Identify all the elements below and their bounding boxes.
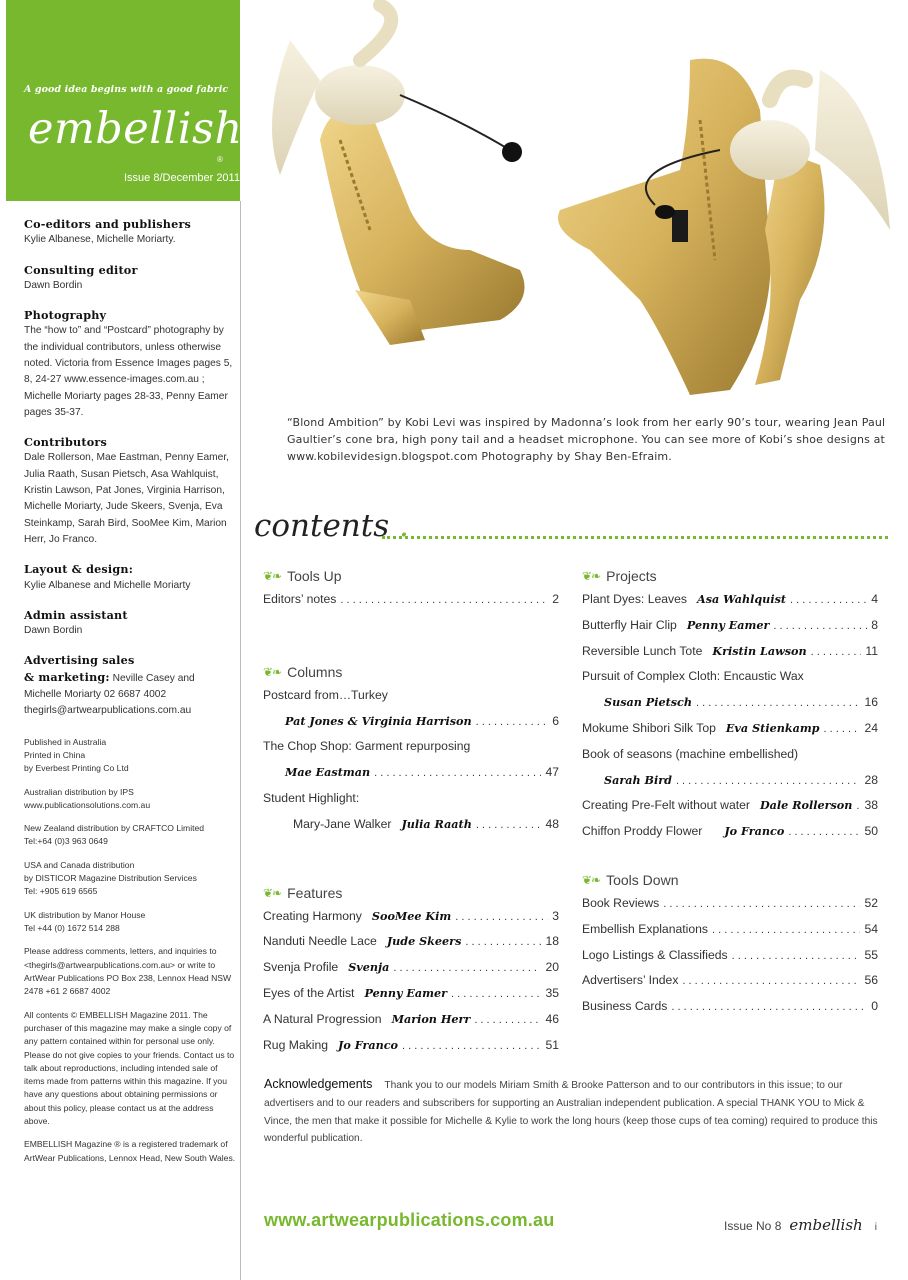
toc-title: A Natural Progression	[263, 1011, 382, 1026]
section-tools-up	[263, 566, 559, 586]
leader-dots	[671, 1001, 867, 1013]
leader-dots	[790, 594, 867, 606]
footer-url-link[interactable]: www.artwearpublications.com.au	[264, 1210, 555, 1230]
toc-page: 2	[552, 592, 559, 606]
toc-title: Chiffon Proddy Flower	[582, 824, 703, 839]
shoe-illustration	[260, 0, 908, 405]
ads-line-1: Neville Casey and	[112, 672, 195, 684]
toc-title: Logo Listings & Classifieds	[582, 947, 728, 962]
footer-issue	[724, 1216, 877, 1234]
leader-dots	[811, 646, 862, 658]
toc-title: Butterfly Hair Clip	[582, 617, 677, 632]
nz-line-2: Tel:+64 (0)3 963 0649	[24, 836, 108, 847]
toc-page: 8	[871, 617, 878, 632]
section-title: Projects	[606, 568, 657, 584]
toc-page: 48	[545, 816, 559, 831]
pub-line-2: Printed in China	[24, 749, 86, 760]
toc-author: Dale Rollerson	[759, 798, 853, 813]
leader-dots	[474, 1014, 541, 1026]
leaf-ornament-icon: ❦❧	[263, 664, 282, 679]
section-tools-down	[582, 870, 878, 890]
layout-text: Kylie Albanese and Michelle Moriarty	[24, 579, 191, 591]
toc-page: 38	[864, 798, 878, 813]
toc-page: 20	[545, 960, 559, 975]
toc-page: 18	[545, 934, 559, 949]
section-title: Tools Up	[287, 568, 342, 584]
logo: embellish	[28, 104, 243, 154]
toc-title: Book of seasons (machine embellished)	[582, 746, 799, 761]
toc-title: Reversible Lunch Tote	[582, 643, 703, 658]
toc-entry[interactable]	[582, 999, 878, 1025]
toc-title: Advertisers’ Index	[582, 973, 679, 988]
toc-entry[interactable]	[263, 909, 559, 935]
column-divider	[240, 201, 241, 1280]
toc-title: Svenja Profile	[263, 960, 339, 975]
advertising-heading: Advertising sales	[24, 653, 135, 668]
toc-entry[interactable]	[582, 824, 878, 850]
contents-title-dot: .	[399, 508, 409, 544]
toc-entry[interactable]	[263, 986, 559, 1012]
toc-page: 56	[864, 973, 878, 988]
toc-title: The Chop Shop: Garment repurposing	[263, 739, 471, 754]
acknowledgements-heading: Acknowledgements	[264, 1077, 373, 1091]
toc-author: Jo Franco	[724, 824, 785, 839]
section-title: Features	[287, 884, 343, 901]
coeditors-text: Kylie Albanese, Michelle Moriarty.	[24, 234, 176, 246]
toc-author: Penny Eamer	[686, 617, 770, 632]
address-text: Please address comments, letters, and inquiries to <thegirls@artwearpublications.com.au> or write to ArtWear Publications PO Box 238, Lennox Head NSW 2478 +61 2 6687 4002	[24, 946, 232, 997]
toc-entry[interactable]	[582, 644, 878, 670]
leader-dots	[476, 819, 542, 831]
leader-dots	[732, 950, 861, 962]
toc-author: Svenja	[348, 960, 390, 975]
leaf-ornament-icon: ❦❧	[263, 569, 282, 583]
leader-dots	[696, 697, 860, 709]
nz-line-1: New Zealand distribution by CRAFTCO Limited	[24, 823, 205, 834]
toc-title: Eyes of the Artist	[263, 985, 355, 1000]
registered-mark: ®	[217, 155, 223, 164]
leader-dots	[788, 826, 860, 838]
toc-entry[interactable]	[582, 747, 878, 773]
tagline: A good idea begins with a good fabric	[24, 84, 229, 95]
leader-dots	[773, 620, 867, 632]
contributors-text: Dale Rollerson, Mae Eastman, Penny Eamer, Julia Raath, Susan Pietsch, Asa Wahlquist, Kristin Lawson, Pat Jones, Virginia Harrison, Michelle Moriarty, Jude Skeers, Svenja, Eva Steinkamp, Sarah Bird, SooMee Kim, Marion Herr, Jo Franco.	[24, 452, 229, 545]
toc-entry[interactable]	[582, 618, 878, 644]
toc-author: Jude Skeers	[386, 934, 462, 949]
toc-page: 35	[545, 985, 559, 1000]
toc-page: 47	[545, 765, 559, 780]
section-projects	[582, 566, 878, 586]
toc-title: Student Highlight:	[263, 790, 360, 805]
toc-page: 55	[864, 947, 878, 962]
toc-entry[interactable]	[263, 817, 559, 843]
toc-entry[interactable]	[263, 960, 559, 986]
leader-dots	[402, 1040, 541, 1052]
toc-page: 50	[864, 824, 878, 839]
toc-title: Plant Dyes: Leaves	[582, 592, 688, 606]
toc-page: 0	[871, 999, 878, 1014]
toc-page: 6	[552, 713, 559, 728]
toc-author: Julia Raath	[401, 816, 472, 831]
toc-title: Nanduti Needle Lace	[263, 934, 377, 949]
toc-page: 24	[864, 720, 878, 735]
toc-entry[interactable]	[582, 669, 878, 695]
toc-author: Kristin Lawson	[712, 643, 807, 658]
toc-entry[interactable]	[582, 948, 878, 974]
credits-column	[24, 216, 238, 1175]
leader-dots	[455, 911, 548, 923]
toc-entry[interactable]	[263, 765, 559, 791]
trademark-text: EMBELLISH Magazine ® is a registered trademark of ArtWear Publications, Lennox Head, New South Wales.	[24, 1139, 236, 1163]
uk-line-1: UK distribution by Manor House	[24, 909, 146, 920]
contributors-heading: Contributors	[24, 435, 107, 450]
toc-page: 54	[864, 921, 878, 936]
toc-entry[interactable]	[582, 973, 878, 999]
section-title: Columns	[287, 663, 343, 680]
photography-heading: Photography	[24, 308, 107, 323]
acknowledgements	[264, 1074, 880, 1147]
dist-url[interactable]: www.publicationsolutions.com.au	[24, 799, 151, 810]
masthead	[6, 0, 243, 201]
toc-entry[interactable]	[582, 773, 878, 799]
acknowledgements-text: Thank you to our models Miriam Smith & Brooke Patterson and to our contributors in this issue; to our advertisers and to our readers and subscribers for supporting an Australian independent publication. A special THANK YOU to Mick & Vince, the men that make it possible for Michelle & Kylie to work the long hours (keep those cups of tea coming) required to produce this wonderful publication.	[264, 1080, 878, 1144]
toc-author: Eva Stienkamp	[725, 720, 820, 735]
toc-entry[interactable]	[582, 695, 878, 721]
leader-dots	[374, 767, 541, 779]
toc-author: Jo Franco	[338, 1037, 398, 1052]
leader-dots	[663, 898, 860, 910]
leader-dots	[465, 936, 541, 948]
leader-dots	[451, 988, 541, 1000]
contents-title-text: contents	[254, 508, 390, 544]
toc-entry[interactable]	[582, 922, 878, 948]
toc-entry[interactable]	[582, 721, 878, 747]
toc-author: Asa Wahlquist	[697, 592, 787, 606]
leader-dots	[712, 924, 860, 936]
shoe-photo	[260, 0, 908, 405]
us-line-3: Tel: +905 619 6565	[24, 886, 98, 897]
toc-title: Embellish Explanations	[582, 921, 709, 936]
toc-title: Book Reviews	[582, 895, 660, 910]
toc-page: 3	[552, 908, 559, 923]
toc-entry[interactable]	[263, 791, 559, 817]
leaf-ornament-icon: ❦❧	[263, 885, 282, 900]
toc-author: SooMee Kim	[371, 908, 452, 923]
pub-line-1: Published in Australia	[24, 736, 107, 747]
toc-page: 51	[545, 1037, 559, 1052]
photo-caption: “Blond Ambition” by Kobi Levi was inspired by Madonna’s look from her early 90’s tour, wearing Jean Paul Gaultier’s cone bra, high pony tail and a headset microphone. You can see more of Kobi’s shoe designs at www.kobilevidesign.blogspot.com Photography by Shay Ben-Efraim.	[287, 416, 886, 464]
toc-entry[interactable]	[582, 592, 878, 618]
admin-heading: Admin assistant	[24, 607, 128, 622]
toc-page: 4	[871, 592, 878, 606]
toc-entry[interactable]	[263, 688, 559, 714]
toc-title: Mokume Shibori Silk Top	[582, 720, 716, 735]
page-number: i	[874, 1222, 877, 1233]
leader-dots	[676, 775, 861, 787]
toc-title: Rug Making	[263, 1037, 329, 1052]
layout-heading: Layout & design:	[24, 562, 134, 577]
toc-author: Sarah Bird	[604, 772, 672, 787]
dist-line-1: Australian distribution by IPS	[24, 786, 134, 797]
admin-text: Dawn Bordin	[24, 625, 83, 637]
ads-email[interactable]: thegirls@artwearpublications.com.au	[24, 705, 192, 717]
leader-dots	[856, 800, 860, 812]
toc-title: Creating Harmony	[263, 908, 362, 923]
uk-line-2: Tel +44 (0) 1672 514 288	[24, 923, 120, 934]
leaf-ornament-icon: ❦❧	[582, 872, 601, 887]
leaf-ornament-icon: ❦❧	[582, 569, 601, 583]
toc-author: Marion Herr	[391, 1011, 471, 1026]
toc-title: Postcard from…Turkey	[263, 687, 388, 702]
consulting-heading: Consulting editor	[24, 262, 138, 277]
leader-dots	[476, 716, 549, 728]
ads-line-2: Michelle Moriarty 02 6687 4002	[24, 688, 167, 700]
toc-title: Creating Pre-Felt without water	[582, 798, 750, 813]
toc-page: 46	[545, 1011, 559, 1026]
toc-entry[interactable]	[582, 798, 878, 824]
toc-page: 28	[864, 772, 878, 787]
contents-column-left	[263, 566, 559, 1063]
toc-entry[interactable]	[263, 1012, 559, 1038]
toc-entry[interactable]	[263, 592, 559, 618]
pub-line-3: by Everbest Printing Co Ltd	[24, 763, 129, 774]
toc-page: 52	[864, 895, 878, 910]
coeditors-heading: Co-editors and publishers	[24, 217, 192, 231]
leader-dots	[824, 723, 861, 735]
section-features	[263, 883, 559, 903]
us-line-2: by DISTICOR Magazine Distribution Services	[24, 873, 197, 884]
footer-issue-label: Issue No 8	[724, 1219, 782, 1233]
toc-entry[interactable]	[263, 934, 559, 960]
toc-author: Penny Eamer	[364, 985, 447, 1000]
toc-entry[interactable]	[263, 739, 559, 765]
footer-brand: embellish	[789, 1216, 863, 1234]
toc-entry[interactable]	[263, 714, 559, 740]
section-title: Tools Down	[606, 871, 679, 888]
leader-dots	[393, 962, 541, 974]
toc-title: Mary-Jane Walker	[293, 816, 392, 831]
leader-dots	[682, 975, 860, 987]
consulting-text: Dawn Bordin	[24, 279, 83, 291]
contents-dotted-rule	[382, 536, 888, 539]
toc-page: 16	[864, 695, 878, 710]
toc-entry[interactable]	[582, 896, 878, 922]
section-columns	[263, 662, 559, 682]
toc-title: Editors’ notes	[263, 592, 337, 606]
toc-title: Pursuit of Complex Cloth: Encaustic Wax	[582, 669, 804, 684]
toc-entry[interactable]	[263, 1038, 559, 1064]
toc-author: Mae Eastman	[285, 765, 371, 780]
toc-author: Susan Pietsch	[604, 695, 692, 710]
toc-title: Business Cards	[582, 999, 668, 1014]
photography-text: The “how to” and “Postcard” photography by the individual contributors, unless otherwise noted. Victoria from Essence Images pages 5, 8, 24-27 www.essence-images.com.au ; Michelle Moriarty pages 28-33, Penny Eamer pages 35-37.	[24, 325, 233, 418]
issue-label: Issue 8/December 2011	[124, 172, 240, 184]
toc-page: 11	[865, 643, 878, 658]
leader-dots	[340, 594, 548, 606]
marketing-heading: & marketing:	[24, 669, 110, 684]
toc-author: Pat Jones & Virginia Harrison	[285, 713, 472, 728]
copyright-text: All contents © EMBELLISH Magazine 2011. The purchaser of this magazine may make a single copy of any pattern contained within for personal use only. Please do not give copies to your friends. Contact us to talk about reproductions, including intended sale of items made from patterns within this magazine. If you have any questions about obtaining permissions or about this policy, please contact us at the address above.	[24, 1009, 235, 1127]
contents-column-right	[582, 566, 878, 1025]
us-line-1: USA and Canada distribution	[24, 859, 135, 870]
